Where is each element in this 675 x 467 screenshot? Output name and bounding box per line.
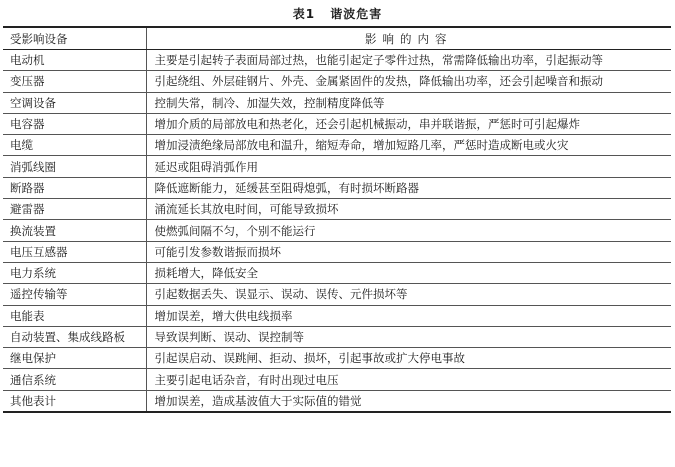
table-row	[3, 369, 671, 390]
table-row	[3, 241, 671, 262]
table-row	[3, 220, 671, 241]
impact-cell: 使燃弧间隔不匀，个别不能运行	[146, 220, 671, 241]
table-row	[3, 284, 671, 305]
impact-cell: 主要引起电话杂音，有时出现过电压	[146, 369, 671, 390]
table-number: 表1	[292, 7, 316, 21]
equipment-cell: 电动机	[3, 50, 146, 71]
table-row	[3, 348, 671, 369]
equipment-cell: 其他表计	[10, 393, 56, 408]
table-row	[3, 390, 671, 412]
table-caption	[0, 5, 675, 22]
impact-cell: 引起数据丢失、误显示、误动、误传、元件损坏等	[146, 284, 671, 305]
equipment-cell: 空调设备	[3, 92, 146, 113]
impact-cell: 增加浸渍绝缘局部放电和温升，缩短寿命，增加短路几率，严惩时造成断电或火灾	[146, 135, 671, 156]
impact-cell: 主要是引起转子表面局部过热，也能引起定子零件过热，常需降低输出功率，引起振动等	[146, 50, 671, 71]
table-row	[3, 326, 671, 347]
header-impact-content: 影响的内容	[146, 27, 671, 50]
impact-cell: 引起绕组、外层硅钢片、外壳、金属紧固件的发热，降低输出功率，还会引起噪音和振动	[146, 71, 671, 92]
impact-cell: 降低遮断能力，延缓甚至阻碍熄弧，有时损坏断路器	[146, 177, 671, 198]
impact-cell: 涌流延长其放电时间，可能导致损坏	[146, 199, 671, 220]
table-row	[3, 92, 671, 113]
equipment-cell: 电力系统	[3, 262, 146, 283]
equipment-cell: 消弧线圈	[3, 156, 146, 177]
table-row	[3, 71, 671, 92]
equipment-cell: 避雷器	[3, 199, 146, 220]
table-row	[3, 113, 671, 134]
equipment-cell: 断路器	[3, 177, 146, 198]
impact-cell: 导致误判断、误动、误控制等	[146, 326, 671, 347]
table-body	[3, 50, 671, 413]
table-header-row	[3, 27, 671, 50]
harmonic-harm-table	[3, 26, 671, 413]
impact-cell: 引起误启动、误跳闸、拒动、损坏，引起事故或扩大停电事故	[146, 348, 671, 369]
impact-cell: 损耗增大，降低安全	[146, 262, 671, 283]
header-affected-equipment: 受影响设备	[3, 27, 146, 50]
impact-cell: 增加误差，造成基波值大于实际值的错觉	[146, 390, 671, 412]
table-row	[3, 177, 671, 198]
table-title: 谐波危害	[330, 7, 383, 21]
equipment-cell: 电容器	[3, 113, 146, 134]
impact-cell: 控制失常，制冷、加湿失效，控制精度降低等	[146, 92, 671, 113]
table-row	[3, 199, 671, 220]
equipment-cell: 变压器	[3, 71, 146, 92]
impact-cell: 增加误差，增大供电线损率	[146, 305, 671, 326]
equipment-cell: 换流装置	[3, 220, 146, 241]
equipment-cell: 电能表	[3, 305, 146, 326]
equipment-cell: 电压互感器	[3, 241, 146, 262]
equipment-cell: 电缆	[3, 135, 146, 156]
equipment-cell: 自动装置、集成线路板	[3, 326, 146, 347]
impact-cell: 延迟或阻碍消弧作用	[146, 156, 671, 177]
impact-cell: 增加介质的局部放电和热老化，还会引起机械振动，串并联谐振，严惩时可引起爆炸	[146, 113, 671, 134]
impact-cell: 可能引发参数谐振而损坏	[146, 241, 671, 262]
table-row	[3, 50, 671, 71]
table-row	[3, 305, 671, 326]
table-row	[3, 262, 671, 283]
equipment-cell: 通信系统	[3, 369, 146, 390]
equipment-cell: 继电保护	[3, 348, 146, 369]
table-row	[3, 135, 671, 156]
table-row	[3, 156, 671, 177]
equipment-cell: 遥控传输等	[3, 284, 146, 305]
